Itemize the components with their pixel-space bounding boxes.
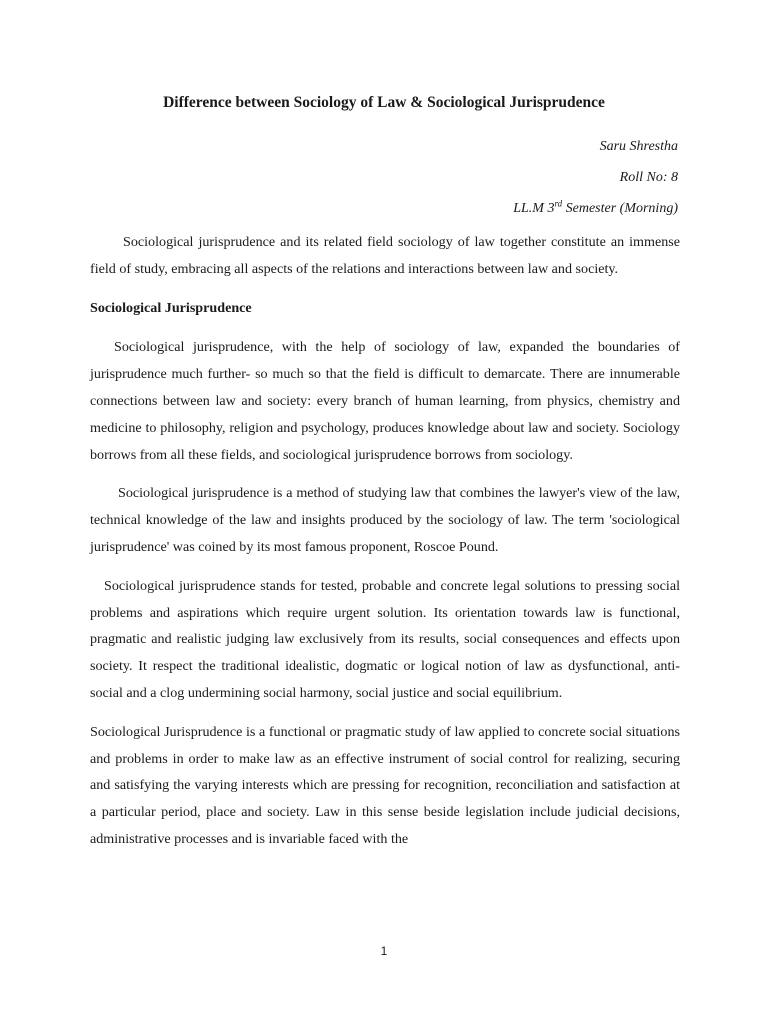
author-name: Saru Shrestha [599,139,678,154]
roll-number: Roll No: 8 [619,170,678,185]
program-prefix: LL.M 3 [513,201,555,216]
program-info [513,200,678,231]
document-body [90,229,680,865]
program-ordinal: rd [554,198,563,209]
document-title: Difference between Sociology of Law & Sociological Jurisprudence [163,94,605,111]
body-paragraph-3: Sociological jurisprudence stands for tested, probable and concrete legal solutions to pressing social problems and aspirations which require urgent solution. Its orientation towards law is functional, pragmatic and realistic judging law exclusively from its results, social consequences and effects upon society. It respect the traditional idealistic, dogmatic or logical notion of law as dysfunctional, anti-social and a clog undermining social harmony, social justice and social equilibrium. [90,577,680,701]
section-heading: Sociological Jurisprudence [90,299,252,316]
intro-paragraph: Sociological jurisprudence and its related field sociology of law together constitute an immense field of study, embracing all aspects of the relations and interactions between law and society. [90,234,680,277]
program-suffix: Semester (Morning) [562,201,678,216]
page-number: 1 [380,944,388,958]
body-paragraph-1: Sociological jurisprudence, with the help of sociology of law, expanded the boundaries of jurisprudence much further- so much so that the field is difficult to demarcate. There are innumerable connections between law and society: every branch of human learning, from physics, chemistry and medicine to philosophy, religion and psychology, produces knowledge about law and society. Sociology borrows from all these fields, and sociological jurisprudence borrows from sociology. [90,339,680,463]
body-paragraph-4: Sociological Jurisprudence is a functional or pragmatic study of law applied to concrete social situations and problems in order to make law as an effective instrument of social control for realizing, securing and satisfying the varying interests which are pressing for recognition, reconciliation and satisfaction at a particular period, place and society. Law in this sense beside legislation include judicial decisions, administrative processes and is invariable faced with the [90,723,680,847]
author-block [513,138,678,231]
body-paragraph-2: Sociological jurisprudence is a method of studying law that combines the lawyer's view of the law, technical knowledge of the law and insights produced by the sociology of law. The term 'sociological jurisprudence' was coined by its most famous proponent, Roscoe Pound. [90,485,680,555]
